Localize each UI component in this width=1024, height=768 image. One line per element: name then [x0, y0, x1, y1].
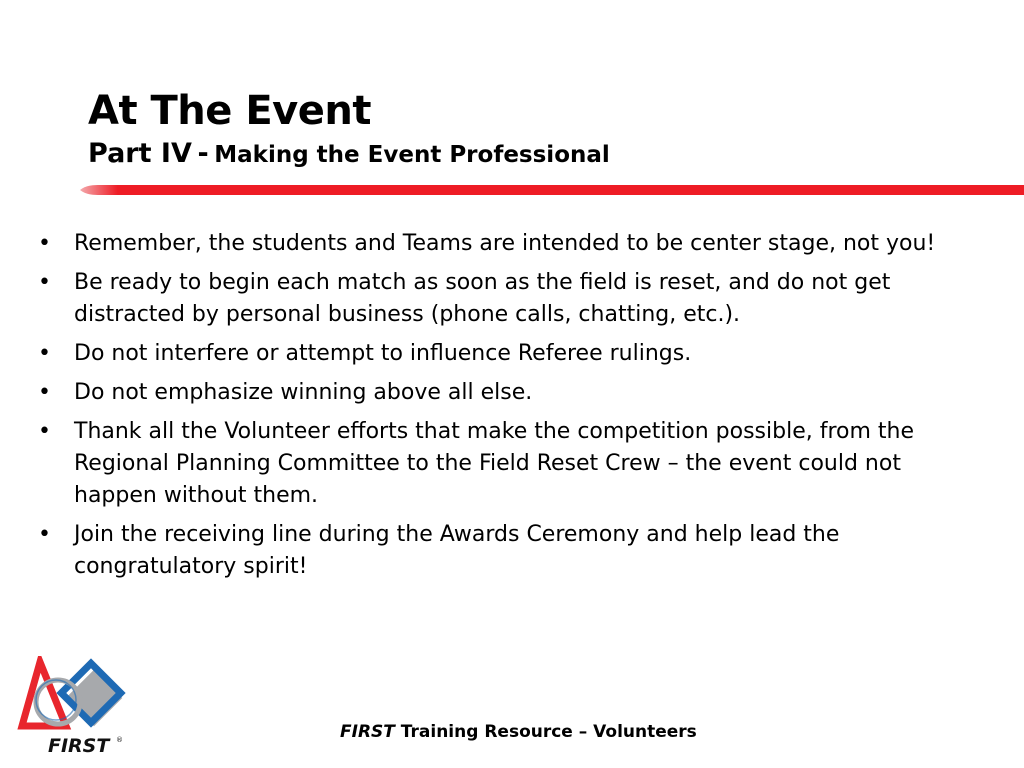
- footer-brand: FIRST: [340, 722, 395, 742]
- bullet-dot: •: [38, 270, 51, 295]
- list-item: [34, 416, 974, 512]
- list-item: [34, 519, 974, 583]
- bullet-dot: •: [38, 341, 51, 366]
- title-block: [88, 86, 610, 174]
- bullet-dot: •: [38, 380, 51, 405]
- bullet-list: [34, 228, 974, 590]
- logo-wordmark: FIRST: [48, 735, 110, 757]
- bullet-text: Do not interfere or attempt to influence Referee rulings.: [74, 341, 692, 366]
- slide-title: At The Event: [88, 88, 371, 134]
- bullet-dot: •: [38, 522, 51, 547]
- bullet-dot: •: [38, 419, 51, 444]
- slide-subtitle: [88, 137, 610, 174]
- title-underline: [80, 183, 1024, 197]
- bullet-text: Join the receiving line during the Awards Ceremony and help lead the congratulatory spirit!: [74, 522, 840, 579]
- first-logo: [16, 656, 138, 762]
- bullet-text: Thank all the Volunteer efforts that make the competition possible, from the Regional Planning Committee to the Field Reset Crew – the event could not happen without them.: [74, 419, 915, 508]
- subtitle-text: Making the Event Professional: [214, 142, 610, 168]
- bullet-text: Do not emphasize winning above all else.: [74, 380, 533, 405]
- bullet-text: Be ready to begin each match as soon as the field is reset, and do not get distracted by personal business (phone calls, chatting, etc.).: [74, 270, 891, 327]
- list-item: [34, 338, 974, 370]
- footer: [340, 722, 697, 742]
- list-item: [34, 377, 974, 409]
- bullet-text: Remember, the students and Teams are intended to be center stage, not you!: [74, 231, 936, 256]
- logo-registered-mark: ®: [116, 736, 123, 744]
- bullet-dot: •: [38, 231, 51, 256]
- list-item: [34, 228, 974, 260]
- list-item: [34, 267, 974, 331]
- subtitle-separator: -: [197, 138, 209, 169]
- subtitle-part: Part IV: [88, 138, 192, 169]
- footer-text: Training Resource – Volunteers: [400, 722, 697, 742]
